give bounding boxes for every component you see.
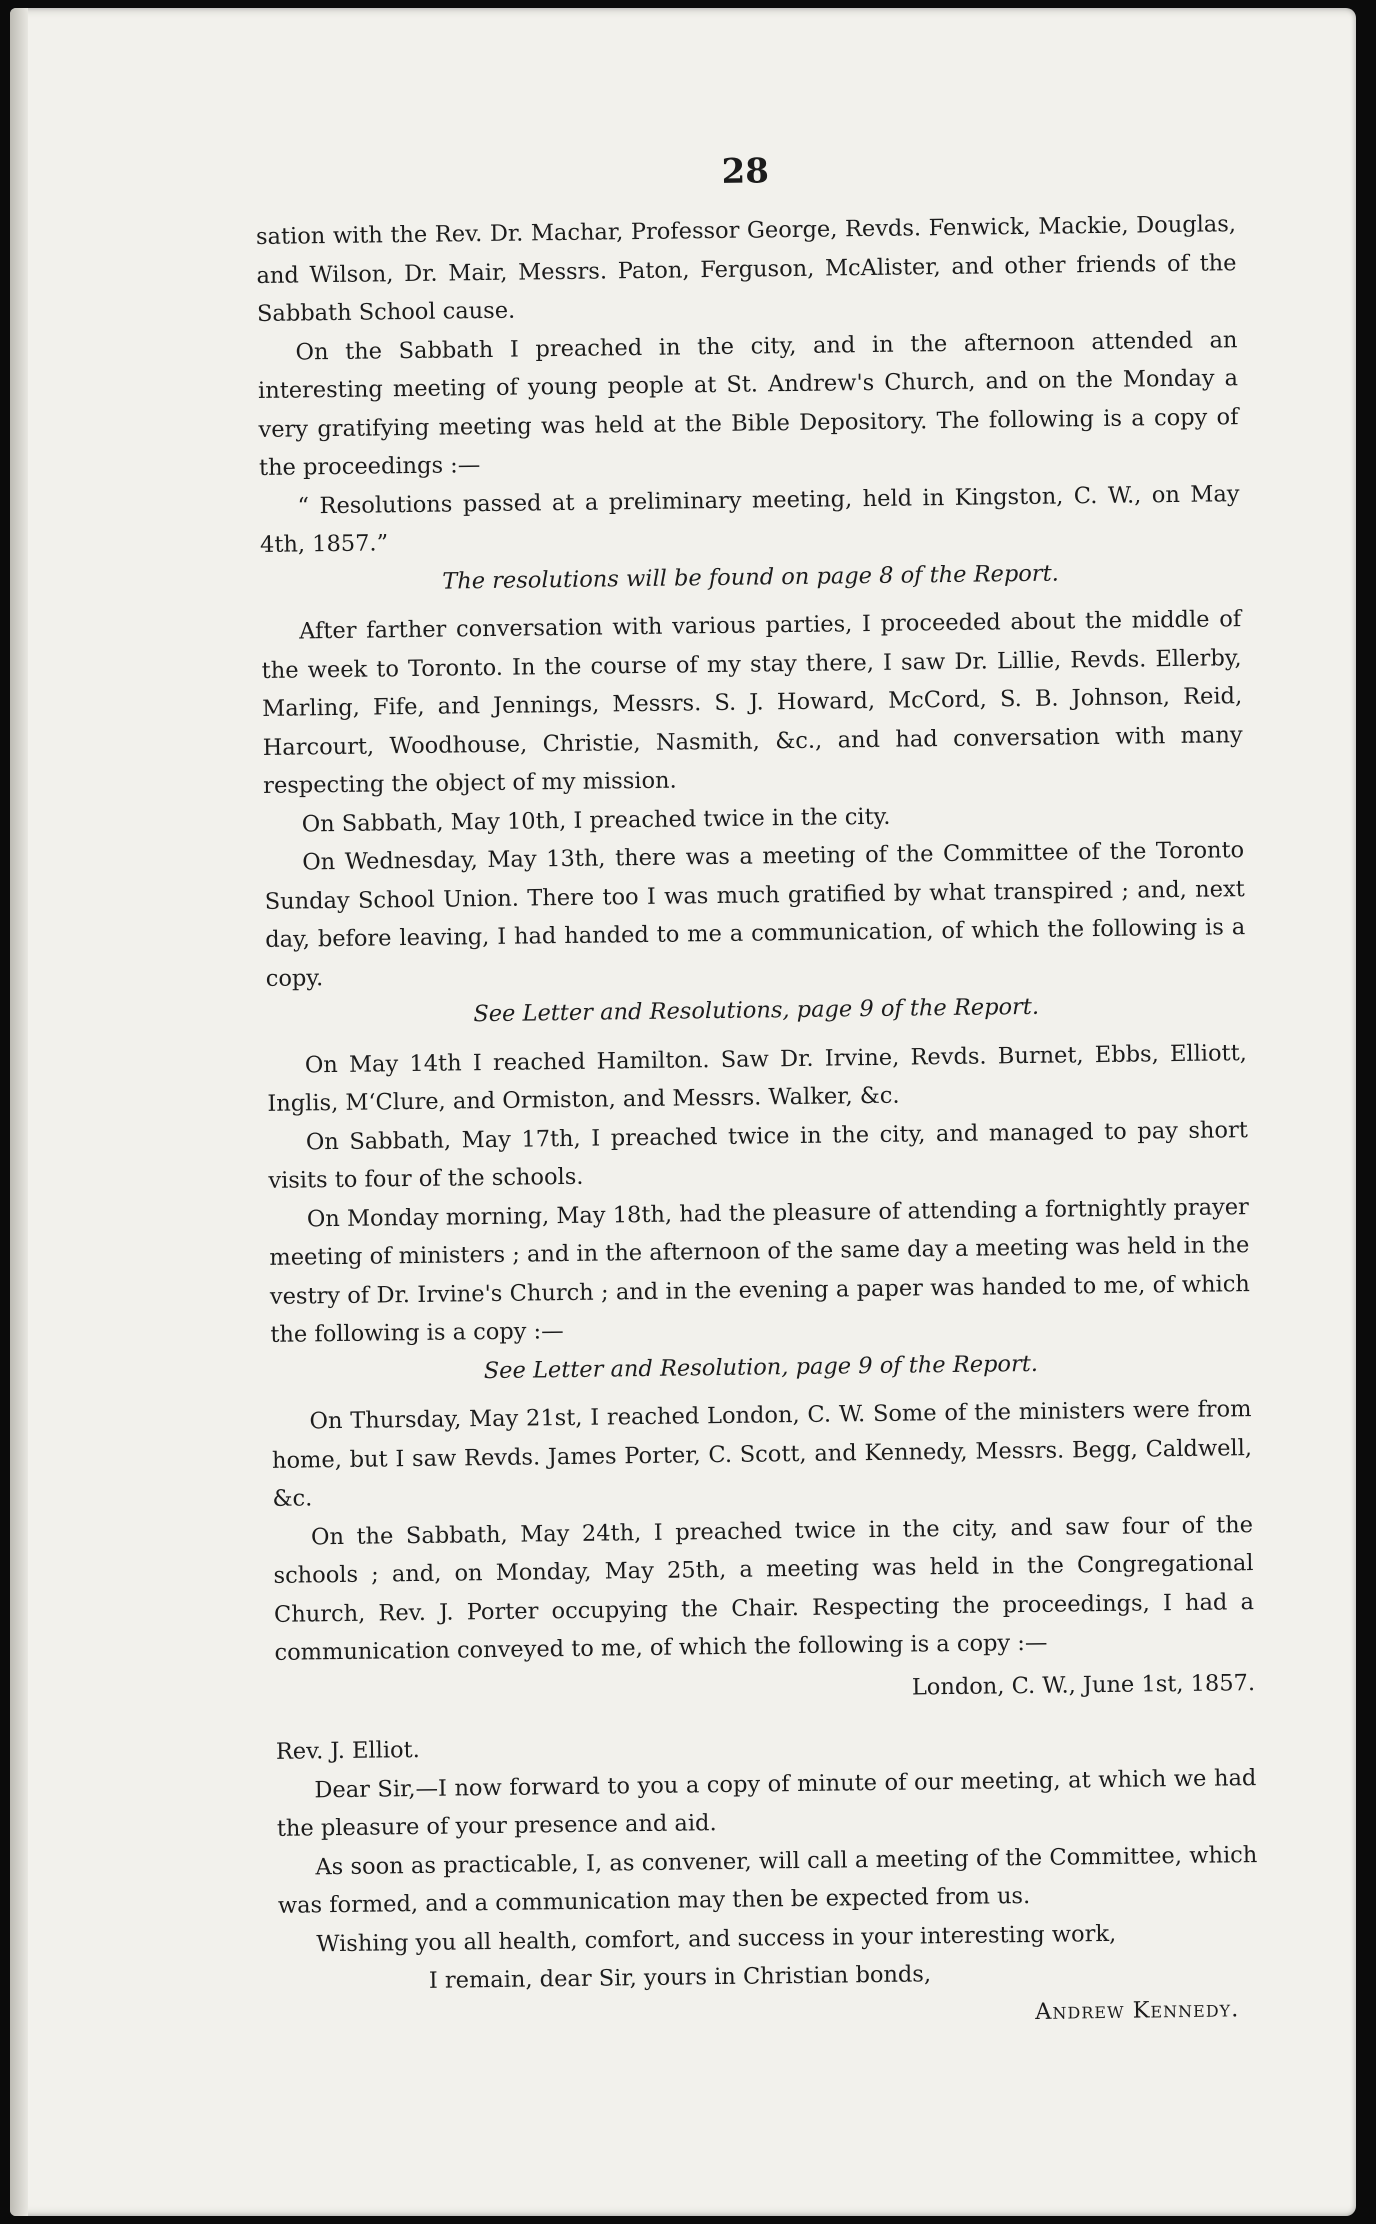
paragraph: On the Sabbath, May 24th, I preached twice in the city, and saw four of the schools ; and, on Monday, May 25th, a meeting was held in the Congregational Church, Rev. J. Porter occupying the Chair. Respecting the proceedings, I had a communication conveyed to me, of which the following is a copy :— xyxy=(273,1511,1255,1666)
letter-closing: I remain, dear Sir, yours in Christian bonds, xyxy=(428,1961,932,1994)
page-number: 28 xyxy=(721,151,770,192)
letter-paragraph: As soon as practicable, I, as convener, will call a meeting of the Committee, which was formed, and a communication may then be expected from us. xyxy=(277,1841,1258,1919)
paragraph: sation with the Rev. Dr. Machar, Professor George, Revds. Fenwick, Mackie, Douglas, and Wilson, Dr. Mair, Messrs. Paton, Ferguson, McAlister, and other friends of the Sabbath School cause. xyxy=(255,211,1237,327)
letter-paragraph: Dear Sir,—I now forward to you a copy of minute of our meeting, at which we had the pleasure of your presence and aid. xyxy=(276,1764,1257,1842)
page-gutter xyxy=(10,8,28,2216)
paragraph: After farther conversation with various parties, I proceeded about the middle of the week to Toronto. In the course of my stay there, I saw Dr. Lillie, Revds. Ellerby, Marling, Fife, and Jennings, Messrs. S. J. Howard, McCord, S. B. Johnson, Reid, Harcourt, Woodhouse, Christie, Nasmith, &c., and had conversation with many respecting the object of my mission. xyxy=(261,606,1243,799)
paragraph: On May 14th I reached Hamilton. Saw Dr. Irvine, Revds. Burnet, Ebbs, Elliott, Inglis, M‘Clure, and Ormiston, and Messrs. Walker, &c. xyxy=(267,1039,1247,1117)
letter-paragraph: Wishing you all health, comfort, and success in your interesting work, xyxy=(316,1920,1117,1957)
paragraph: On the Sabbath I preached in the city, and in the afternoon attended an interesting meeting of young people at St. Andrew's Church, and on the Monday a very gratifying meeting was held at the Bible Depository. The following is a copy of the proceedings :— xyxy=(257,326,1239,481)
report-reference: See Letter and Resolution, page 9 of the Report. xyxy=(483,1350,1039,1384)
book-page xyxy=(10,8,1356,2216)
letter-addressee: Rev. J. Elliot. xyxy=(275,1736,420,1765)
paragraph: “ Resolutions passed at a preliminary meeting, held in Kingston, C. W., on May 4th, 1857.” xyxy=(259,480,1240,558)
paragraph: On Monday morning, May 18th, had the pleasure of attending a fortnightly prayer meeting of ministers ; and in the afternoon of the same day a meeting was held in the vestry of Dr. Irvine's Church ; and in the evening a paper was handed to me, of which the following is a copy :— xyxy=(269,1193,1250,1348)
paragraph: On Wednesday, May 13th, there was a meeting of the Committee of the Toronto Sunday School Union. There too I was much gratified by what transpired ; and, next day, before leaving, I had handed to me a communication, of which the following is a copy. xyxy=(264,837,1246,992)
report-reference: See Letter and Resolutions, page 9 of the Report. xyxy=(473,993,1040,1028)
paragraph: On Sabbath, May 10th, I preached twice in the city. xyxy=(301,803,891,837)
letter-date: London, C. W., June 1st, 1857. xyxy=(911,1669,1256,1701)
page-content xyxy=(255,145,1260,2041)
report-reference: The resolutions will be found on page 8 of the Report. xyxy=(442,560,1059,595)
paragraph: On Thursday, May 21st, I reached London, C. W. Some of the ministers were from home, but I saw Revds. James Porter, C. Scott, and Kennedy, Messrs. Begg, Caldwell, &c. xyxy=(271,1396,1253,1512)
paragraph: On Sabbath, May 17th, I preached twice in the city, and managed to pay short visits to four of the schools. xyxy=(268,1116,1248,1194)
letter-signature: Andrew Kennedy. xyxy=(1035,1995,1240,2025)
